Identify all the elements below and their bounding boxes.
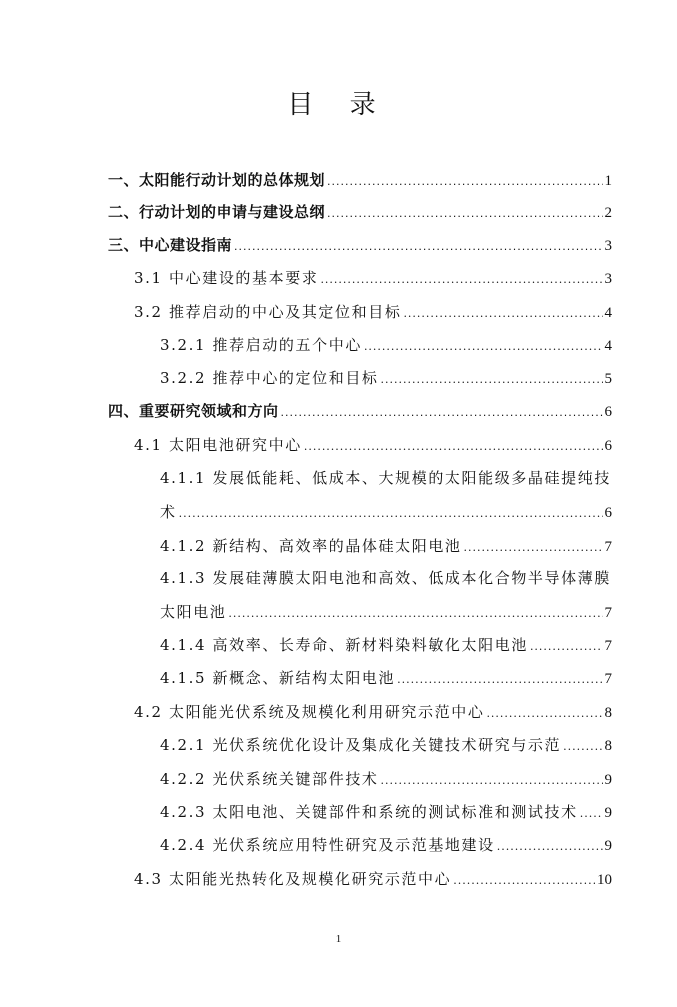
toc-entry-page: 7 [604, 638, 612, 654]
toc-entry-page: 6 [604, 505, 612, 521]
toc-entry-4-1-3[interactable] [160, 567, 612, 627]
dot-leader [381, 770, 603, 792]
dot-leader [464, 537, 603, 559]
toc-entry-label: 4.2 太阳能光伏系统及规模化利用研究示范中心 [134, 703, 485, 721]
toc-entry-page: 5 [604, 371, 612, 387]
toc-entry-4-2-2[interactable] [160, 768, 612, 790]
toc-entry-3-2-1[interactable] [160, 334, 612, 356]
toc-entry-3-1[interactable] [134, 267, 612, 289]
toc-entry-label: 3.1 中心建设的基本要求 [134, 269, 319, 287]
toc-entry-2[interactable] [108, 201, 612, 223]
toc-entry-page: 6 [604, 404, 612, 420]
toc-entry-label: 3.2 推荐启动的中心及其定位和目标 [134, 303, 402, 321]
toc-entry-label-line1: 4.1.3 发展硅薄膜太阳电池和高效、低成本化合物半导体薄膜 [160, 569, 611, 587]
toc-entry-page: 9 [604, 838, 612, 854]
toc-entry-label: 3.2.1 推荐启动的五个中心 [160, 336, 362, 354]
dot-leader [327, 203, 602, 225]
page-title: 目 录 [287, 90, 390, 120]
toc-entry-label: 4.1 太阳电池研究中心 [134, 436, 302, 454]
toc-entry-label: 二、行动计划的申请与建设总纲 [108, 203, 326, 221]
toc-entry-4-3[interactable] [134, 868, 612, 890]
toc-entry-label: 三、中心建设指南 [108, 236, 233, 254]
toc-entry-page: 3 [604, 271, 612, 287]
dot-leader [179, 503, 603, 525]
dot-leader [228, 603, 602, 625]
toc-entry-4[interactable] [108, 400, 612, 422]
toc-entry-page: 7 [604, 605, 612, 621]
dot-leader [397, 669, 602, 691]
toc-entry-3-2[interactable] [134, 301, 612, 323]
toc-entry-page: 8 [604, 705, 612, 721]
toc-entry-label: 4.1.5 新概念、新结构太阳电池 [160, 669, 396, 687]
dot-leader [327, 171, 602, 193]
toc-entry-label: 4.1.2 新结构、高效率的晶体硅太阳电池 [160, 537, 462, 555]
toc-entry-4-2-3[interactable] [160, 801, 612, 823]
toc-entry-page: 8 [604, 738, 612, 754]
toc-entry-label-line1: 4.1.1 发展低能耗、低成本、大规模的太阳能级多晶硅提纯技 [160, 469, 611, 487]
toc-entry-page: 9 [604, 772, 612, 788]
toc-entry-4-2-4[interactable] [160, 834, 612, 856]
toc-entry-3-2-2[interactable] [160, 367, 612, 389]
dot-leader [453, 870, 595, 892]
toc-entry-page: 4 [604, 305, 612, 321]
toc-entry-4-1[interactable] [134, 434, 612, 456]
toc-entry-page: 1 [604, 173, 612, 189]
toc-entry-label: 四、重要研究领域和方向 [108, 402, 279, 420]
dot-leader [486, 703, 602, 725]
toc-entry-page: 6 [604, 438, 612, 454]
toc-entry-page: 7 [604, 671, 612, 687]
dot-leader [403, 303, 602, 325]
toc-entry-page: 3 [604, 238, 612, 254]
toc-entry-4-2[interactable] [134, 701, 612, 723]
toc-entry-page: 10 [597, 872, 612, 888]
dot-leader [497, 836, 603, 858]
toc-entry-4-2-1[interactable] [160, 734, 612, 756]
toc-entry-label: 太阳电池 [160, 603, 227, 621]
toc-entry-4-1-1[interactable] [160, 467, 612, 527]
dot-leader [364, 336, 603, 358]
toc-entry-label: 4.2.1 光伏系统优化设计及集成化关键技术研究与示范 [160, 736, 562, 754]
toc-entry-label: 4.3 太阳能光热转化及规模化研究示范中心 [134, 870, 452, 888]
toc-entry-label: 4.1.4 高效率、长寿命、新材料染料敏化太阳电池 [160, 636, 528, 654]
dot-leader [320, 269, 602, 291]
dot-leader [304, 436, 603, 458]
dot-leader [580, 803, 603, 825]
dot-leader [381, 369, 603, 391]
toc-entry-label: 3.2.2 推荐中心的定位和目标 [160, 369, 379, 387]
toc-entry-page: 9 [604, 805, 612, 821]
dot-leader [281, 402, 603, 424]
dot-leader [563, 736, 602, 758]
toc-entry-4-1-4[interactable] [160, 634, 612, 656]
toc-entry-page: 2 [604, 205, 612, 221]
toc-entry-label: 4.2.4 光伏系统应用特性研究及示范基地建设 [160, 836, 495, 854]
page-number: 1 [335, 933, 342, 945]
toc-entry-page: 4 [604, 338, 612, 354]
dot-leader [530, 636, 603, 658]
toc-entry-3[interactable] [108, 234, 612, 256]
toc-entry-label: 术 [160, 503, 177, 521]
toc-entry-page: 7 [604, 539, 612, 555]
dot-leader [234, 236, 602, 258]
toc-entry-label: 一、太阳能行动计划的总体规划 [108, 171, 326, 189]
toc-entry-4-1-2[interactable] [160, 535, 612, 557]
toc-entry-label: 4.2.3 太阳电池、关键部件和系统的测试标准和测试技术 [160, 803, 578, 821]
toc-entry-label: 4.2.2 光伏系统关键部件技术 [160, 770, 379, 788]
toc-entry-1[interactable] [108, 169, 612, 191]
toc-entry-4-1-5[interactable] [160, 667, 612, 689]
